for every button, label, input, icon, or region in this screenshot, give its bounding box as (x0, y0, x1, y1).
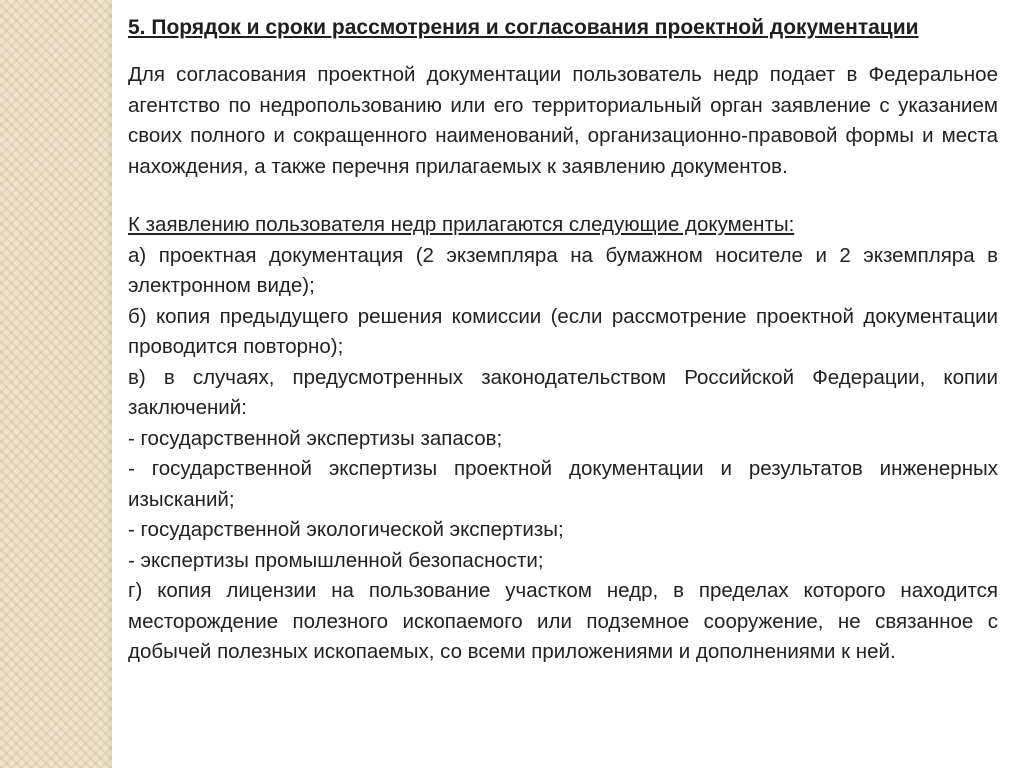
list-item: г) копия лицензии на пользование участком недр, в пределах которого находится месторождение полезного ископаемого или подземное сооружение, не связанное с добычей полезных ископаемых, со всеми приложениями и дополнениями к ней. (128, 579, 998, 663)
list-item: в) в случаях, предусмотренных законодательством Российской Федерации, копии заключений: (128, 365, 998, 419)
slide-content (128, 12, 998, 668)
decorative-side-strip (0, 0, 112, 768)
list-item: а) проектная документация (2 экземпляра на бумажном носителе и 2 экземпляра в электронном виде); (128, 243, 998, 297)
list-item: - экспертизы промышленной безопасности; (128, 548, 544, 572)
list-item: - государственной экспертизы запасов; (128, 426, 503, 450)
documents-heading: К заявлению пользователя недр прилагаются следующие документы: (128, 213, 795, 236)
list-item: - государственной экологической экспертизы; (128, 518, 564, 541)
intro-paragraph: Для согласования проектной документации пользователь недр подает в Федеральное агентство по недропользованию или его территориальный орган заявление с указанием своих полного и сокращенного наименований, организационно-правовой формы и места нахождения, а также перечня прилагаемых к заявлению документов. (128, 63, 998, 178)
slide (112, 0, 1024, 768)
documents-list (128, 210, 998, 668)
list-item: б) копия предыдущего решения комиссии (если рассмотрение проектной документации проводится повторно); (128, 304, 998, 358)
slide-title: 5. Порядок и сроки рассмотрения и согласования проектной документации (128, 16, 919, 39)
list-item: - государственной экспертизы проектной документации и результатов инженерных изысканий; (128, 457, 998, 511)
